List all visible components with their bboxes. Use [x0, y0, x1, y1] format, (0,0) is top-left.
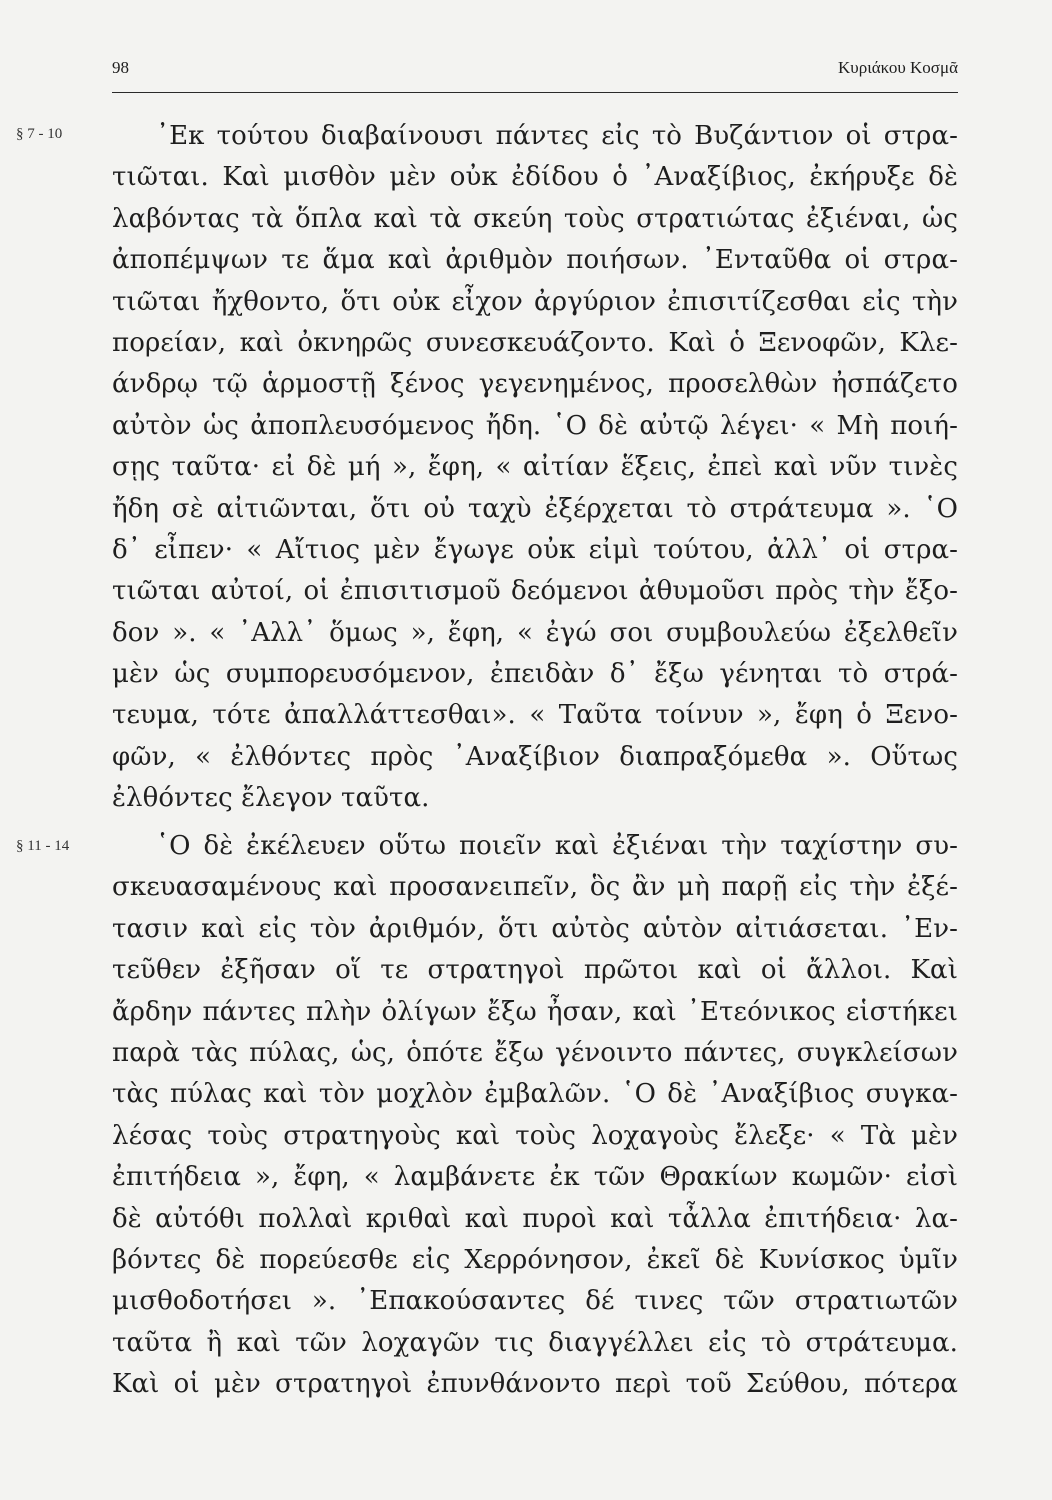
header-rule: [112, 92, 958, 93]
text-line: δον ». « ᾿Αλλ᾿ ὅμως », ἔφη, « ἐγώ σοι συμβουλεύω ἐξελθεῖν: [112, 617, 958, 648]
text-line: αὐτὸν ὡς ἀποπλευσόμενος ἤδη. ῾Ο δὲ αὐτῷ λέγει· « Μὴ ποιή-: [112, 410, 958, 441]
text-line: ἤδη σὲ αἰτιῶνται, ὅτι οὐ ταχὺ ἐξέρχεται τὸ στράτευμα ». ῾Ο: [112, 493, 958, 524]
text-line: ᾿Εκ τούτου διαβαίνουσι πάντες εἰς τὸ Βυζάντιον οἱ στρα-: [156, 121, 958, 151]
text-line: τεῦθεν ἐξῆσαν οἵ τε στρατηγοὶ πρῶτοι καὶ οἱ ἄλλοι. Καὶ: [112, 955, 958, 986]
text-line: βόντες δὲ πορεύεσθε εἰς Χερρόνησον, ἐκεῖ δὲ Κυνίσκος ὑμῖν: [112, 1244, 958, 1275]
text-line: μισθοδοτήσει ». ᾿Επακούσαντες δέ τινες τῶν στρατιωτῶν: [112, 1286, 958, 1317]
text-line: σκευασαμένους καὶ προσανειπεῖν, ὃς ἂν μὴ παρῇ εἰς τὴν ἐξέ-: [112, 872, 958, 903]
text-line: παρὰ τὰς πύλας, ὡς, ὁπότε ἔξω γένοιντο πάντες, συγκλείσων: [112, 1037, 958, 1068]
section-ref-11-14: § 11 - 14: [16, 838, 70, 854]
text-line: ἐπιτήδεια », ἔφη, « λαμβάνετε ἐκ τῶν Θρακίων κωμῶν· εἰσὶ: [112, 1162, 958, 1193]
paragraph-1: [112, 116, 958, 820]
running-title: Κυριάκου Κοσμᾶ: [838, 58, 958, 77]
text-line: ἀποπέμψων τε ἅμα καὶ ἀριθμὸν ποιήσων. ᾿Ενταῦθα οἱ στρα-: [112, 245, 958, 276]
text-line: ταῦτα ἢ καὶ τῶν λοχαγῶν τις διαγγέλλει εἰς τὸ στράτευμα.: [112, 1327, 958, 1358]
text-line: φῶν, « ἐλθόντες πρὸς ᾿Αναξίβιον διαπραξόμεθα ». Οὕτως: [112, 741, 958, 772]
text-line: άνδρῳ τῷ ἁρμοστῇ ξένος γεγενημένος, προσελθὼν ἠσπάζετο: [112, 369, 958, 400]
text-line: ἄρδην πάντες πλὴν ὀλίγων ἔξω ἦσαν, καὶ ᾿Ετεόνικος εἱστήκει: [112, 996, 958, 1027]
page-number: 98: [112, 58, 129, 77]
text-line: τευμα, τότε ἀπαλλάττεσθαι». « Ταῦτα τοίνυν », ἔφη ὁ Ξενο-: [112, 700, 958, 731]
paragraph-2: [112, 826, 958, 1405]
text-line: τὰς πύλας καὶ τὸν μοχλὸν ἐμβαλῶν. ῾Ο δὲ ᾿Αναξίβιος συγκα-: [112, 1079, 958, 1110]
text-line: τιῶται ἤχθοντο, ὅτι οὐκ εἶχον ἀργύριον ἐπισιτίζεσθαι εἰς τὴν: [112, 286, 958, 317]
text-line: τιῶται. Καὶ μισθὸν μὲν οὐκ ἐδίδου ὁ ᾿Αναξίβιος, ἐκήρυξε δὲ: [112, 162, 958, 193]
text-line: πορείαν, καὶ ὀκνηρῶς συνεσκευάζοντο. Καὶ ὁ Ξενοφῶν, Κλε-: [112, 327, 958, 358]
text-line: δ᾿ εἶπεν· « Αἴτιος μὲν ἔγωγε οὐκ εἰμὶ τούτου, ἀλλ᾿ οἱ στρα-: [112, 534, 958, 565]
text-line: ἐλθόντες ἔλεγον ταῦτα.: [112, 783, 430, 814]
text-line: σῃς ταῦτα· εἰ δὲ μή », ἔφη, « αἰτίαν ἕξεις, ἐπεὶ καὶ νῦν τινὲς: [112, 452, 958, 483]
running-head: [112, 58, 958, 88]
text-line: μὲν ὡς συμπορευσόμενον, ἐπειδὰν δ᾿ ἔξω γένηται τὸ στρά-: [112, 659, 958, 690]
section-ref-7-10: § 7 - 10: [16, 126, 63, 142]
text-line: λέσας τοὺς στρατηγοὺς καὶ τοὺς λοχαγοὺς ἔλεξε· « Τὰ μὲν: [112, 1120, 958, 1151]
text-line: λαβόντας τὰ ὅπλα καὶ τὰ σκεύη τοὺς στρατιώτας ἐξιέναι, ὡς: [112, 203, 958, 234]
text-line: Καὶ οἱ μὲν στρατηγοὶ ἐπυνθάνοντο περὶ τοῦ Σεύθου, πότερα: [112, 1369, 958, 1400]
text-line: τασιν καὶ εἰς τὸν ἀριθμόν, ὅτι αὐτὸς αὑτὸν αἰτιάσεται. ᾿Εν-: [112, 913, 958, 944]
text-line: δὲ αὐτόθι πολλαὶ κριθαὶ καὶ πυροὶ καὶ τἆλλα ἐπιτήδεια· λα-: [112, 1203, 958, 1234]
text-line: ῾Ο δὲ ἐκέλευεν οὕτω ποιεῖν καὶ ἐξιέναι τὴν ταχίστην συ-: [156, 831, 958, 861]
text-line: τιῶται αὐτοί, οἱ ἐπισιτισμοῦ δεόμενοι ἀθυμοῦσι πρὸς τὴν ἔξο-: [112, 576, 958, 607]
